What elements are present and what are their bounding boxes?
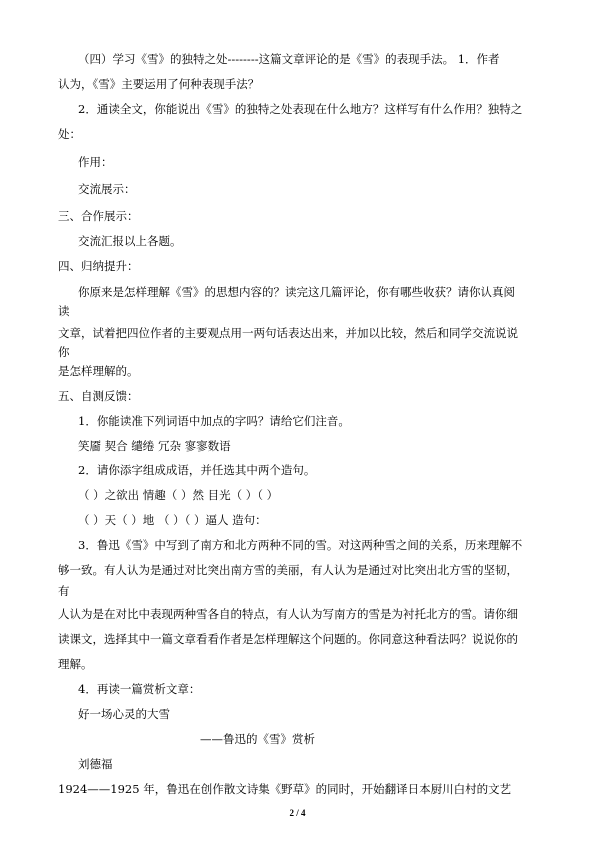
question-2: 2．请你添字组成成语，并任选其中两个造句。	[78, 463, 316, 477]
question-3: 3．鲁迅《雪》中写到了南方和北方两种不同的雪。对这两种雪之间的关系，历来理解不	[78, 538, 523, 552]
fill-in-line: （ ）之欲出 情趣（ ）然 目光（ ）（ ）	[78, 488, 279, 502]
page-number: 2 / 4	[289, 808, 306, 818]
paragraph-line: 人认为是在对比中表现两种雪各自的特点，有人认为写南方的雪是为衬托北方的雪。请你细	[58, 607, 518, 621]
paragraph-line: 作用：	[78, 155, 113, 169]
article-title: 好一场心灵的大雪	[78, 707, 170, 721]
fill-in-line: （ ）天（ ）地 （ ）（ ）逼人 造句：	[78, 513, 267, 527]
paragraph-line: 有	[58, 584, 70, 598]
paragraph-line: 理解。	[58, 657, 93, 671]
question-4: 4．再读一篇赏析文章：	[78, 682, 201, 696]
section-three-heading: 三、合作展示：	[58, 209, 139, 223]
word-list: 笑靥 契合 缱绻 冗杂 寥寥数语	[78, 439, 231, 453]
paragraph-line: 你	[58, 345, 70, 359]
paragraph-line: 你原来是怎样理解《雪》的思想内容的？读完这几篇评论，你有哪些收获？请你认真阅	[78, 285, 515, 299]
section-five-heading: 五、自测反馈：	[58, 389, 139, 403]
paragraph-line: 读课文，选择其中一篇文章看看作者是怎样理解这个问题的。你同意这种看法吗？说说你的	[58, 632, 518, 646]
article-subtitle: ——鲁迅的《雪》赏析	[200, 732, 315, 746]
article-author: 刘德福	[78, 757, 113, 771]
paragraph-line: 交流展示：	[78, 182, 136, 196]
paragraph-line: 是怎样理解的。	[58, 364, 139, 378]
paragraph-line: 文章，试着把四位作者的主要观点用一两句话表达出来，并加以比较，然后和同学交流说说	[58, 326, 518, 340]
paragraph-line: 认为，《雪》主要运用了何种表现手法？	[58, 77, 260, 91]
paragraph-line: 读	[58, 304, 70, 318]
paragraph-line: 处：	[58, 127, 81, 141]
paragraph-line: 交流汇报以上各题。	[78, 234, 182, 248]
article-body-line: 1924——1925 年，鲁迅在创作散文诗集《野草》的同时，开始翻译日本厨川白村的文艺	[58, 782, 512, 796]
section-four-heading: （四）学习《雪》的独特之处--------这篇文章评论的是《雪》的表现手法。 1．作者	[78, 52, 500, 66]
question-1: 1．你能读准下列词语中加点的字吗？请给它们注音。	[78, 414, 350, 428]
question-2: 2．通读全文，你能说出《雪》的独特之处表现在什么地方？这样写有什么作用？独特之	[78, 102, 523, 116]
paragraph-line: 够一致。有人认为是通过对比突出南方雪的美丽，有人认为是通过对比突出北方雪的坚韧，	[58, 563, 518, 577]
section-four-title: 四、归纳提升：	[58, 259, 139, 273]
